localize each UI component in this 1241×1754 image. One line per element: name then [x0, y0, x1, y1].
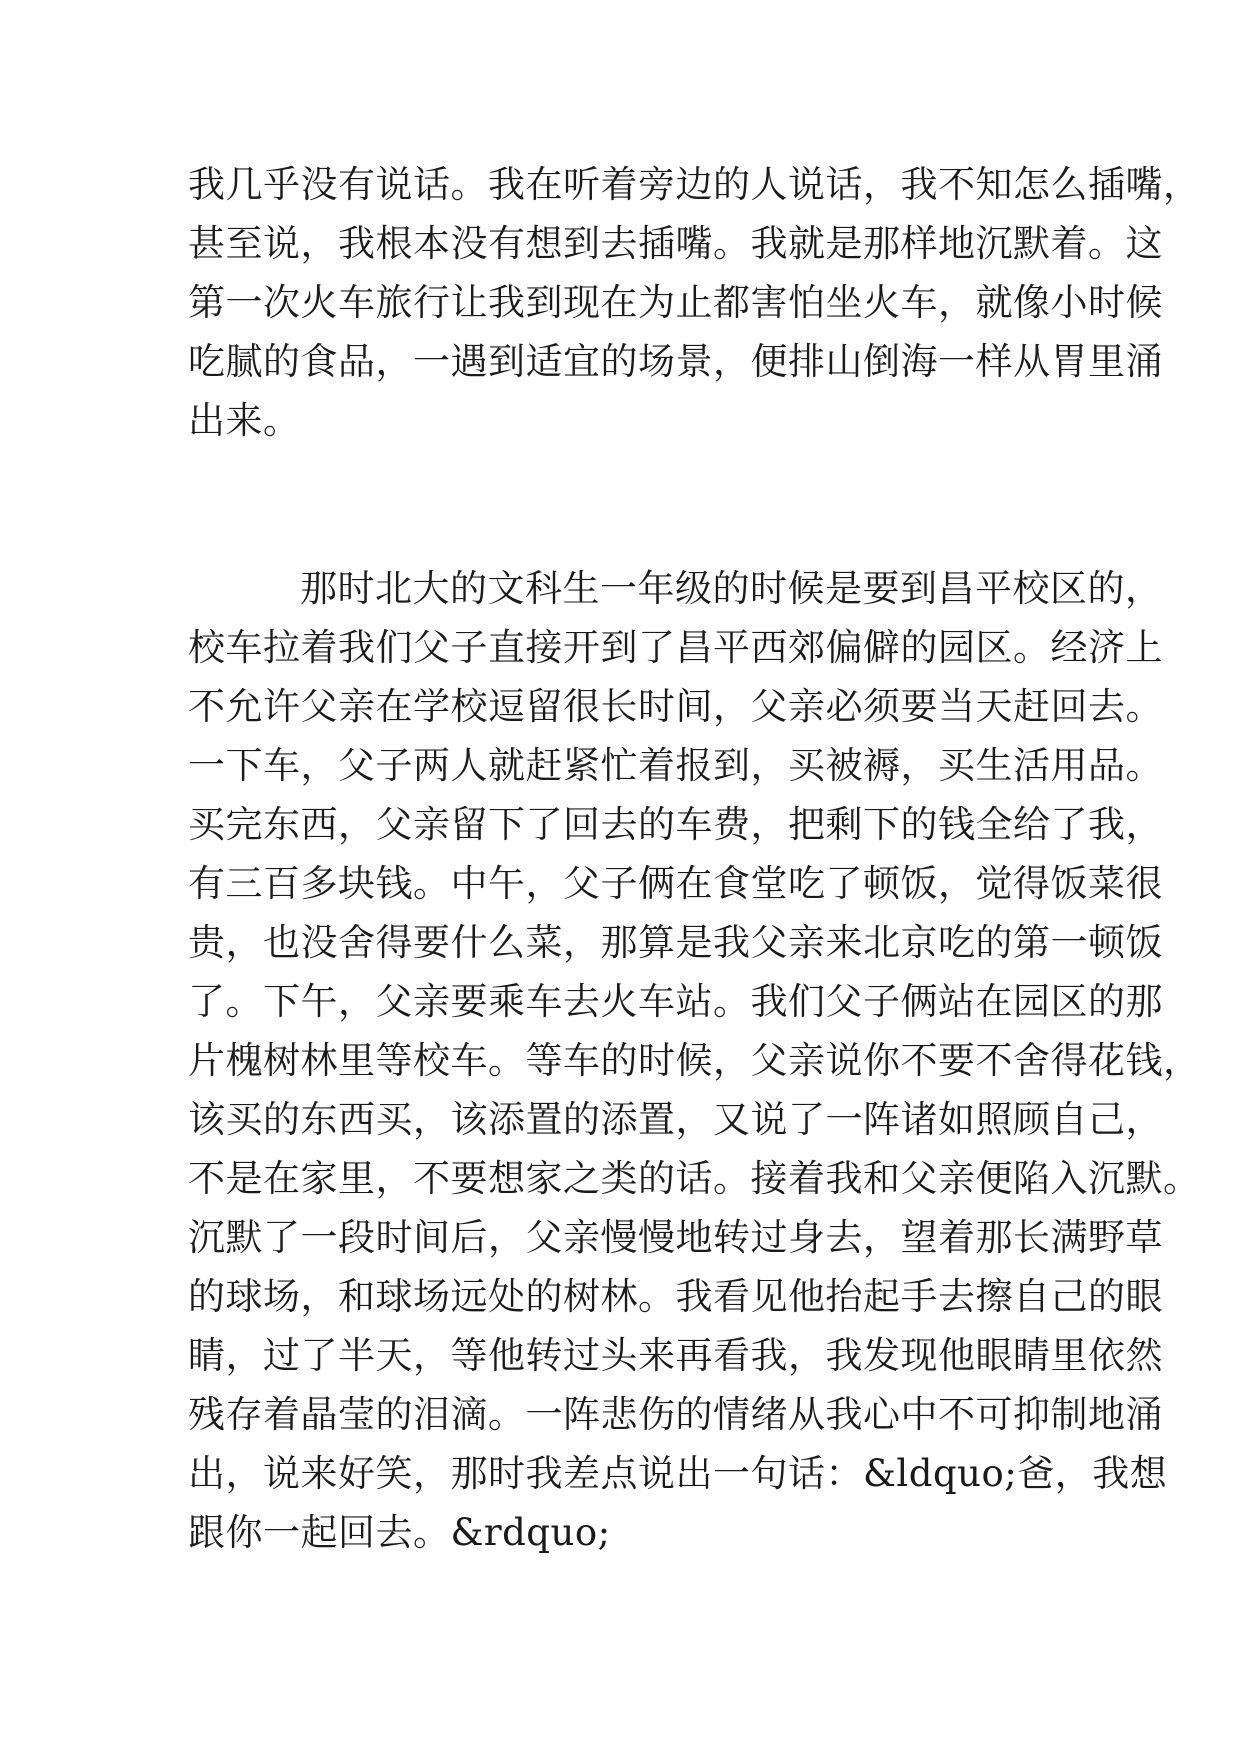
paragraph-line: 沉默了一段时间后，父亲慢慢地转过身去，望着那长满野草 [188, 1216, 1163, 1259]
paragraph-line: 出，说来好笑，那时我差点说出一句话：&ldquo;爸，我想 [188, 1452, 1168, 1495]
paragraph-line: 那时北大的文科生一年级的时候是要到昌平校区的， [300, 567, 1163, 610]
paragraph-line: 睛，过了半天，等他转过头来再看我，我发现他眼睛里依然 [188, 1334, 1163, 1377]
paragraph-line: 不允许父亲在学校逗留很长时间，父亲必须要当天赶回去。 [188, 685, 1163, 728]
paragraph-line: 校车拉着我们父子直接开到了昌平西郊偏僻的园区。经济上 [188, 626, 1163, 669]
paragraph-line: 的球场，和球场远处的树林。我看见他抬起手去擦自己的眼 [188, 1275, 1163, 1318]
paragraph-line: 该买的东西买，该添置的添置，又说了一阵诸如照顾自己， [188, 1098, 1163, 1141]
paragraph-line: 片槐树林里等校车。等车的时候，父亲说你不要不舍得花钱， [188, 1039, 1201, 1082]
paragraph-line: 不是在家里，不要想家之类的话。接着我和父亲便陷入沉默。 [188, 1157, 1201, 1200]
paragraph-line: 一下车，父子两人就赶紧忙着报到，买被褥，买生活用品。 [188, 744, 1163, 787]
paragraph-line: 跟你一起回去。&rdquo; [188, 1511, 611, 1554]
paragraph-line: 贵，也没舍得要什么菜，那算是我父亲来北京吃的第一顿饭 [188, 921, 1163, 964]
paragraph-line: 残存着晶莹的泪滴。一阵悲伤的情绪从我心中不可抑制地涌 [188, 1393, 1163, 1436]
paragraph-line: 第一次火车旅行让我到现在为止都害怕坐火车，就像小时候 [188, 281, 1163, 324]
paragraph-line: 我几乎没有说话。我在听着旁边的人说话，我不知怎么插嘴， [188, 163, 1201, 206]
paragraph-line: 了。下午，父亲要乘车去火车站。我们父子俩站在园区的那 [188, 980, 1163, 1023]
paragraph-line: 出来。 [188, 399, 301, 442]
paragraph-line: 吃腻的食品，一遇到适宜的场景，便排山倒海一样从胃里涌 [188, 340, 1163, 383]
paragraph-line: 有三百多块钱。中午，父子俩在食堂吃了顿饭，觉得饭菜很 [188, 862, 1163, 905]
paragraph-line: 甚至说，我根本没有想到去插嘴。我就是那样地沉默着。这 [188, 222, 1163, 265]
paragraph-line: 买完东西，父亲留下了回去的车费，把剩下的钱全给了我， [188, 803, 1163, 846]
